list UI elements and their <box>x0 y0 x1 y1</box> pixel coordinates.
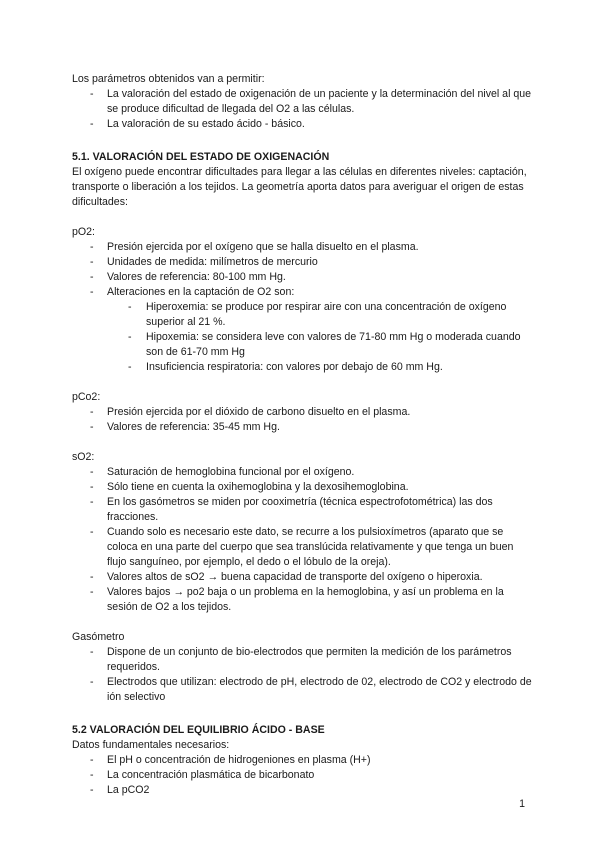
list-item: - Unidades de medida: milímetros de mercurio <box>72 255 532 270</box>
intro-lead: Los parámetros obtenidos van a permitir: <box>72 73 265 85</box>
acido-base-list <box>72 753 532 798</box>
po2-title: pO2: <box>72 226 95 238</box>
so2-list <box>72 465 532 615</box>
pco2-title: pCo2: <box>72 391 101 403</box>
list-item: - La pCO2 <box>72 783 532 798</box>
section-lead: Datos fundamentales necesarios: <box>72 739 230 751</box>
list-item: - El pH o concentración de hidrogeniones en plasma (H+) <box>72 753 532 768</box>
list-item: - Presión ejercida por el dióxido de carbono disuelto en el plasma. <box>72 405 532 420</box>
list-item: - Sólo tiene en cuenta la oxihemoglobina y la dexosihemoglobina. <box>72 480 532 495</box>
list-item: - Saturación de hemoglobina funcional por el oxígeno. <box>72 465 532 480</box>
page-number: 1 <box>519 798 525 810</box>
gasometro-list <box>72 645 532 705</box>
sub-list-item: - Insuficiencia respiratoria: con valores por debajo de 60 mm Hg. <box>72 360 532 375</box>
list-item: - Cuando solo es necesario este dato, se recurre a los pulsioxímetros (aparato que se coloca en una parte del cuerpo que sea translúcida relativamente y que tenga un buen flujo sanguíneo, por ejemplo, el dedo o el lóbulo de la oreja). <box>72 525 532 570</box>
list-item: - Valores altos de sO2 → buena capacidad de transporte del oxígeno o hiperoxia. <box>72 570 532 585</box>
section-heading-acido-base: 5.2 VALORACIÓN DEL EQUILIBRIO ÁCIDO - BASE <box>72 724 325 736</box>
intro-list <box>72 87 532 132</box>
list-item: - La valoración de su estado ácido - básico. <box>72 117 532 132</box>
section-heading-oxigenacion: 5.1. VALORACIÓN DEL ESTADO DE OXIGENACIÓN <box>72 151 330 163</box>
so2-title: sO2: <box>72 451 95 463</box>
list-item: - Presión ejercida por el oxígeno que se halla disuelto en el plasma. <box>72 240 532 255</box>
list-item: - Electrodos que utilizan: electrodo de pH, electrodo de 02, electrodo de CO2 y electrodo de ión selectivo <box>72 675 532 705</box>
sub-list-item: - Hipoxemia: se considera leve con valores de 71-80 mm Hg o moderada cuando son de 61-70 mm Hg <box>72 330 532 360</box>
list-item: - Dispone de un conjunto de bio-electrodos que permiten la medición de los parámetros requeridos. <box>72 645 532 675</box>
po2-list <box>72 240 532 375</box>
document-body <box>72 72 532 798</box>
section-paragraph: El oxígeno puede encontrar dificultades para llegar a las células en diferentes niveles: captación, transporte o liberación a los tejidos. La geometría aporta datos para averiguar el origen de estas dificultades: <box>72 166 527 208</box>
list-item: - Valores de referencia: 35-45 mm Hg. <box>72 420 532 435</box>
list-item: - La concentración plasmática de bicarbonato <box>72 768 532 783</box>
list-item-text: Alteraciones en la captación de O2 son: <box>107 286 295 298</box>
sub-list-item: - Hiperoxemia: se produce por respirar aire con una concentración de oxígeno superior al 21 %. <box>72 300 532 330</box>
list-item: - La valoración del estado de oxigenación de un paciente y la determinación del nivel al que se produce dificultad de llegada del O2 a las células. <box>72 87 532 117</box>
list-item <box>72 285 532 375</box>
gasometro-title: Gasómetro <box>72 631 125 643</box>
list-item: - Valores bajos → po2 baja o un problema en la hemoglobina, y así un problema en la sesión de O2 a los tejidos. <box>72 585 532 615</box>
list-item: - Valores de referencia: 80-100 mm Hg. <box>72 270 532 285</box>
list-item: - En los gasómetros se miden por cooximetría (técnica espectrofotométrica) las dos fracciones. <box>72 495 532 525</box>
pco2-list <box>72 405 532 435</box>
po2-sublist <box>107 300 532 375</box>
